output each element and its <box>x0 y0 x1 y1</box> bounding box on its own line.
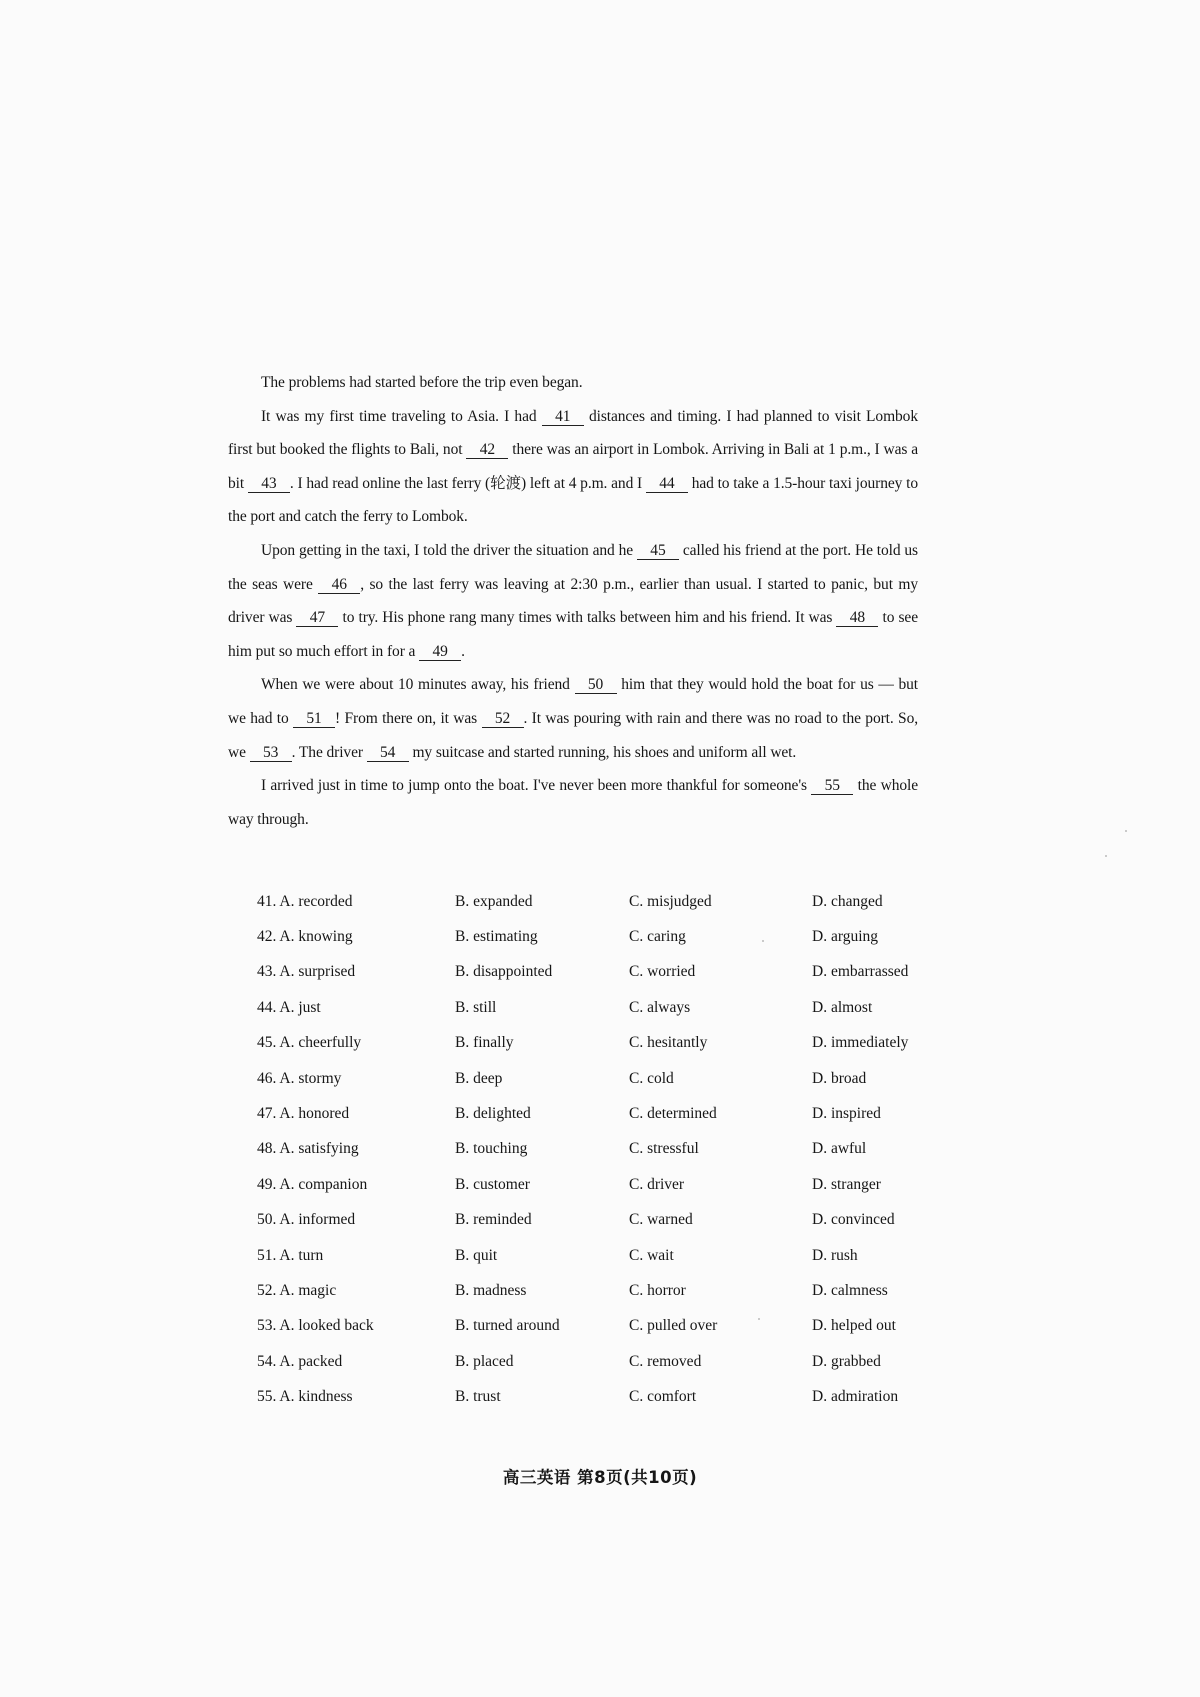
option-b: B. finally <box>455 1034 514 1052</box>
blank-48: 48 <box>836 609 878 627</box>
question-row <box>257 1132 937 1167</box>
passage-paragraph <box>228 769 918 836</box>
option-b: B. placed <box>455 1352 514 1370</box>
option-b: B. touching <box>455 1140 528 1158</box>
question-row <box>257 1344 937 1379</box>
option-d: D. calmness <box>812 1281 888 1299</box>
option-a: 49. A. companion <box>257 1175 368 1193</box>
option-a: 44. A. just <box>257 998 321 1016</box>
blank-46: 46 <box>318 576 360 594</box>
blank-55: 55 <box>811 777 853 795</box>
blank-53: 53 <box>250 744 292 762</box>
passage-text: my suitcase and started running, his shoes and uniform all wet. <box>408 743 797 761</box>
question-row <box>257 1061 937 1096</box>
question-row <box>257 1309 937 1344</box>
option-b: B. disappointed <box>455 963 553 981</box>
passage-text: had to take a 1.5-hour taxi journey to the port and catch the ferry to Lombok. <box>228 474 918 526</box>
scan-speck <box>1105 855 1107 857</box>
blank-49: 49 <box>419 643 461 661</box>
option-d: D. immediately <box>812 1034 909 1052</box>
question-row <box>257 1273 937 1308</box>
option-b: B. delighted <box>455 1105 531 1123</box>
option-c: C. worried <box>629 963 696 981</box>
passage-text: When we were about 10 minutes away, his friend <box>261 676 575 694</box>
blank-52: 52 <box>482 710 524 728</box>
option-a: 48. A. satisfying <box>257 1140 359 1158</box>
passage-text: ! From there on, it was <box>335 709 482 727</box>
option-b: B. expanded <box>455 892 533 910</box>
option-b: B. reminded <box>455 1211 532 1229</box>
option-c: C. pulled over <box>629 1317 718 1335</box>
option-c: C. misjudged <box>629 892 712 910</box>
blank-44: 44 <box>646 475 688 493</box>
passage-text: there was an airport in Lombok. Arriving in Bali at 1 p.m., I was a bit <box>228 441 918 492</box>
option-a: 42. A. knowing <box>257 928 353 946</box>
blank-41: 41 <box>542 408 584 426</box>
option-b: B. still <box>455 998 497 1016</box>
option-c: C. always <box>629 998 691 1016</box>
passage-text: . The driver <box>291 743 367 761</box>
option-b: B. estimating <box>455 928 538 946</box>
passage-paragraph <box>228 668 918 769</box>
option-d: D. changed <box>812 892 883 910</box>
blank-54: 54 <box>367 744 409 762</box>
scan-speck <box>1125 830 1127 832</box>
option-c: C. stressful <box>629 1140 699 1158</box>
passage-text: Upon getting in the taxi, I told the driver the situation and he <box>261 541 637 559</box>
passage-paragraph <box>228 366 918 400</box>
passage-text: the whole way through. <box>228 777 918 828</box>
option-a: 53. A. looked back <box>257 1317 374 1335</box>
option-d: D. helped out <box>812 1317 896 1335</box>
question-row <box>257 1026 937 1061</box>
blank-43: 43 <box>248 475 290 493</box>
question-row <box>257 990 937 1025</box>
question-row <box>257 955 937 990</box>
option-d: D. stranger <box>812 1175 881 1193</box>
option-b: B. madness <box>455 1281 527 1299</box>
option-b: B. turned around <box>455 1317 560 1335</box>
passage-text: . It was pouring with rain and there was no road to the port. So, we <box>228 709 919 761</box>
passage-paragraph <box>228 400 918 534</box>
option-a: 55. A. kindness <box>257 1388 353 1406</box>
option-c: C. cold <box>629 1069 674 1087</box>
option-a: 52. A. magic <box>257 1281 337 1299</box>
option-d: D. rush <box>812 1246 858 1264</box>
option-c: C. determined <box>629 1105 717 1123</box>
option-a: 54. A. packed <box>257 1352 343 1370</box>
passage-text: to see him put so much effort in for a <box>228 609 918 660</box>
option-d: D. arguing <box>812 928 879 946</box>
option-c: C. removed <box>629 1352 702 1370</box>
blank-47: 47 <box>296 609 338 627</box>
passage-text: called his friend at the port. He told us the seas were <box>228 541 918 593</box>
option-a: 46. A. stormy <box>257 1069 342 1087</box>
question-row <box>257 1379 937 1414</box>
option-d: D. inspired <box>812 1105 881 1123</box>
blank-51: 51 <box>293 710 335 728</box>
option-a: 50. A. informed <box>257 1211 356 1229</box>
question-row <box>257 1167 937 1202</box>
scan-speck <box>762 940 764 942</box>
option-d: D. grabbed <box>812 1352 881 1370</box>
option-c: C. hesitantly <box>629 1034 708 1052</box>
passage-text: . I had read online the last ferry (轮渡) left at 4 p.m. and I <box>289 474 646 492</box>
option-b: B. trust <box>455 1388 501 1406</box>
option-c: C. warned <box>629 1211 693 1229</box>
option-d: D. embarrassed <box>812 963 909 981</box>
passage-text: It was my first time traveling to Asia. I had <box>261 407 542 425</box>
question-row <box>257 884 937 919</box>
question-row <box>257 1203 937 1238</box>
blank-42: 42 <box>466 441 508 459</box>
option-a: 47. A. honored <box>257 1105 350 1123</box>
question-row <box>257 1238 937 1273</box>
option-c: C. wait <box>629 1246 674 1264</box>
option-d: D. convinced <box>812 1211 895 1229</box>
option-d: D. admiration <box>812 1388 899 1406</box>
option-c: C. caring <box>629 928 686 946</box>
page-footer: 高三英语 第8页(共10页) <box>502 1468 698 1487</box>
option-c: C. comfort <box>629 1388 697 1406</box>
option-b: B. quit <box>455 1246 498 1264</box>
option-c: C. horror <box>629 1281 686 1299</box>
question-row <box>257 1096 937 1131</box>
option-d: D. awful <box>812 1140 867 1158</box>
cloze-passage <box>228 366 918 836</box>
question-row <box>257 919 937 954</box>
answer-options-list <box>257 884 937 1415</box>
passage-text: I arrived just in time to jump onto the boat. I've never been more thankful for someone's <box>261 777 812 795</box>
option-a: 43. A. surprised <box>257 963 356 981</box>
option-a: 51. A. turn <box>257 1246 324 1264</box>
passage-text: . <box>461 642 465 660</box>
option-d: D. almost <box>812 998 873 1016</box>
option-a: 41. A. recorded <box>257 892 353 910</box>
scan-speck <box>758 1318 760 1320</box>
passage-text: , so the last ferry was leaving at 2:30 p.m., earlier than usual. I started to panic, but my driver was <box>228 575 918 627</box>
option-b: B. customer <box>455 1175 530 1193</box>
passage-text: to try. His phone rang many times with talks between him and his friend. It was <box>338 609 837 627</box>
passage-text: him that they would hold the boat for us — but we had to <box>228 676 919 727</box>
passage-paragraph <box>228 534 918 668</box>
option-b: B. deep <box>455 1069 503 1087</box>
blank-50: 50 <box>575 676 617 694</box>
option-c: C. driver <box>629 1175 685 1193</box>
blank-45: 45 <box>637 542 679 560</box>
option-d: D. broad <box>812 1069 867 1087</box>
passage-text: distances and timing. I had planned to visit Lombok first but booked the flights to Bali, not <box>228 407 918 459</box>
option-a: 45. A. cheerfully <box>257 1034 362 1052</box>
passage-text: The problems had started before the trip even began. <box>261 374 583 391</box>
